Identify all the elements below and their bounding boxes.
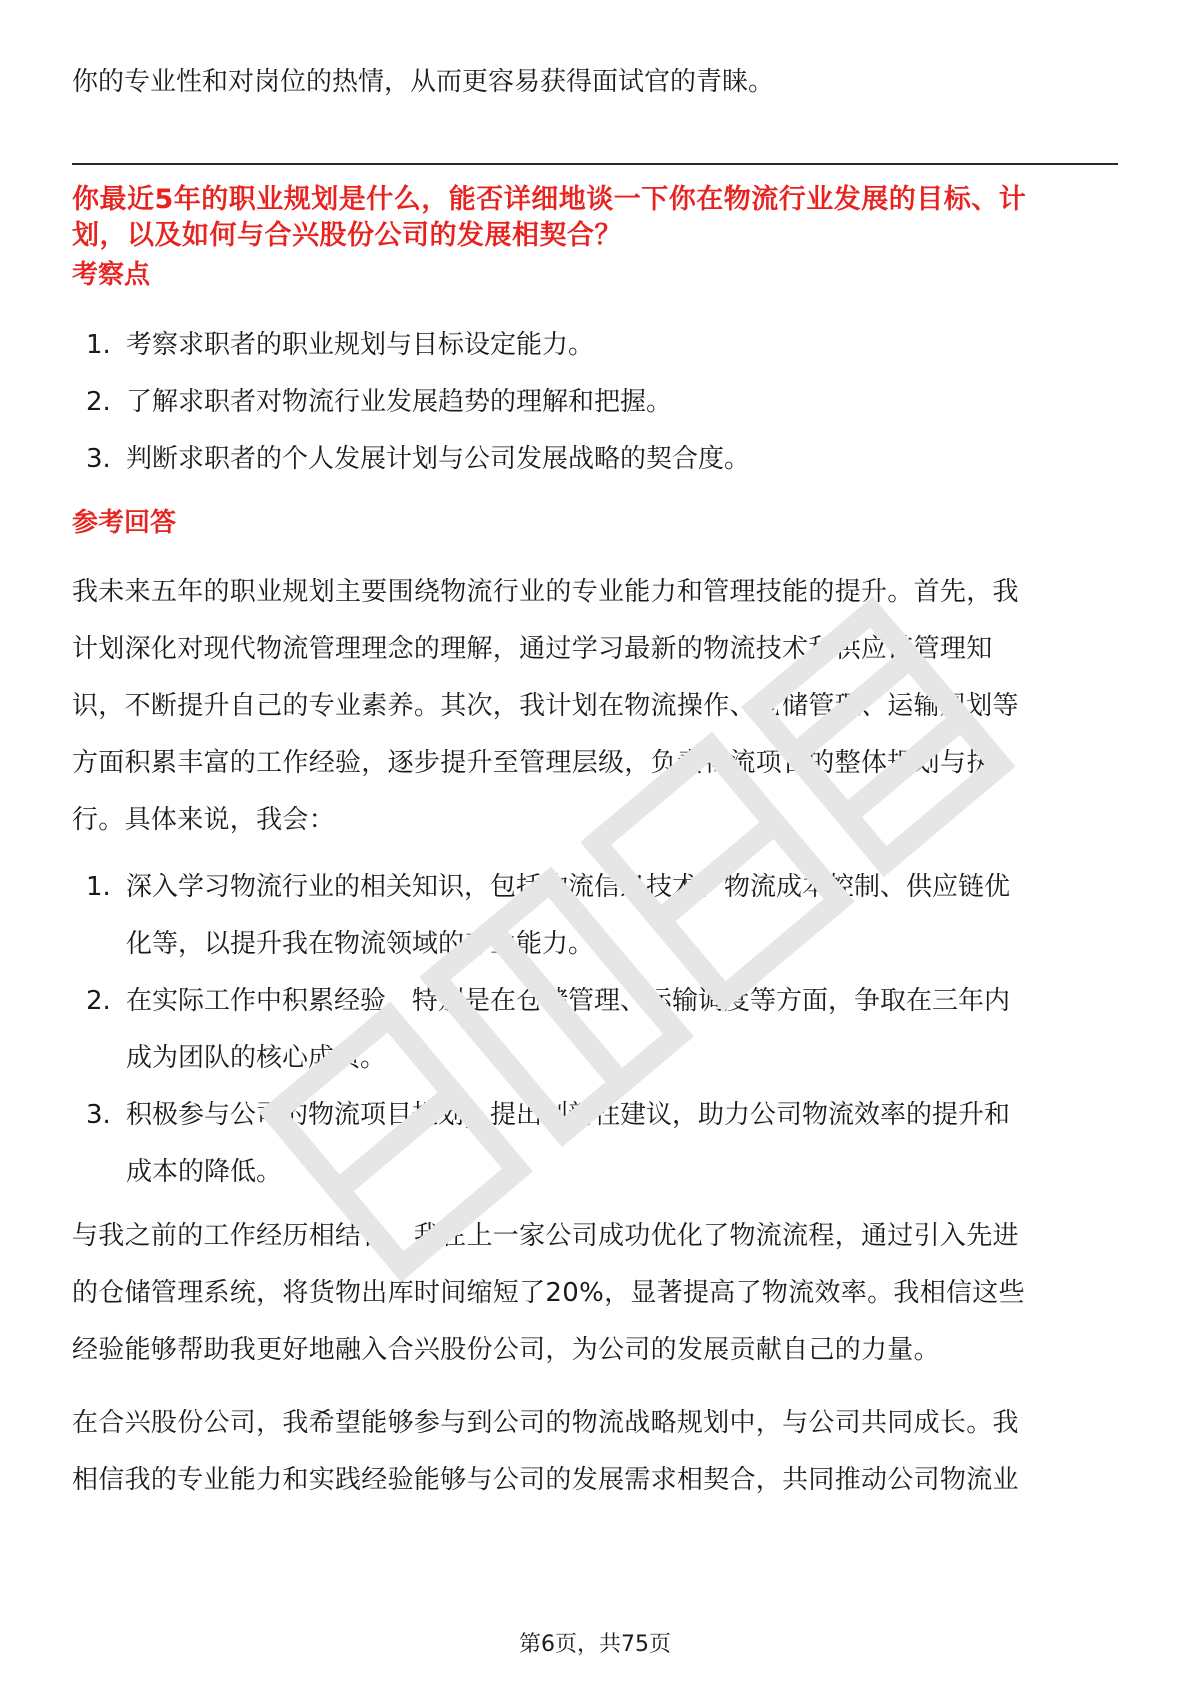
list-text: 化等，以提升我在物流领域的专业能力。 [126,929,595,959]
list-text: 考察求职者的职业规划与目标设定能力。 [126,330,595,360]
paragraph-line: 经验能够帮助我更好地融入合兴股份公司，为公司的发展贡献自己的力量。 [72,1335,940,1365]
paragraph-line: 计划深化对现代物流管理理念的理解，通过学习最新的物流技术和供应链管理知 [72,634,993,664]
paragraph-line: 识，不断提升自己的专业素养。其次，我计划在物流操作、仓储管理、运输规划等 [72,691,1019,721]
list-text: 深入学习物流行业的相关知识，包括物流信息技术、物流成本控制、供应链优 [126,872,1011,902]
answer-list [72,859,1118,1201]
list-number: 2. [86,986,111,1016]
examine-title: 考察点 [72,260,151,290]
list-text: 在实际工作中积累经验，特别是在仓储管理、运输调度等方面，争取在三年内 [126,986,1011,1016]
list-text: 判断求职者的个人发展计划与公司发展战略的契合度。 [126,444,751,474]
paragraph-line: 方面积累丰富的工作经验，逐步提升至管理层级，负责物流项目的整体规划与执 [72,748,993,778]
list-number: 3. [86,444,111,474]
section-divider [72,163,1118,165]
list-number: 3. [86,1100,111,1130]
list-item [72,374,1118,431]
list-text: 了解求职者对物流行业发展趋势的理解和把握。 [126,387,673,417]
question-line: 划，以及如何与合兴股份公司的发展相契合？ [72,220,622,251]
paragraph-line: 我未来五年的职业规划主要围绕物流行业的专业能力和管理技能的提升。首先，我 [72,577,1019,607]
lead-paragraph: 你的专业性和对岗位的热情，从而更容易获得面试官的青睐。 [72,67,775,97]
answer-paragraph [72,564,1118,849]
paragraph-line: 相信我的专业能力和实践经验能够与公司的发展需求相契合，共同推动公司物流业 [72,1465,1019,1495]
question-line: 你最近5年的职业规划是什么，能否详细地谈一下你在物流行业发展的目标、计 [72,184,1027,215]
page-number: 第6页，共75页 [519,1632,671,1657]
examine-list [72,317,1118,488]
list-item [72,859,1118,973]
list-item [72,317,1118,374]
paragraph-line: 在合兴股份公司，我希望能够参与到公司的物流战略规划中，与公司共同成长。我 [72,1408,1019,1438]
paragraph-line: 的仓储管理系统，将货物出库时间缩短了20%，显著提高了物流效率。我相信这些 [72,1278,1025,1308]
paragraph-line: 行。具体来说，我会： [72,805,336,835]
answer-paragraph [72,1208,1118,1379]
list-text: 成为团队的核心成员。 [126,1043,387,1073]
list-item [72,431,1118,488]
list-text: 积极参与公司的物流项目规划，提出创新性建议，助力公司物流效率的提升和 [126,1100,1011,1130]
answer-title: 参考回答 [72,508,177,538]
list-item [72,973,1118,1087]
list-item [72,1087,1118,1201]
interview-question [72,182,1118,254]
list-number: 2. [86,387,111,417]
list-number: 1. [86,330,111,360]
list-text: 成本的降低。 [126,1157,283,1187]
list-number: 1. [86,872,111,902]
paragraph-line: 与我之前的工作经历相结合，我在上一家公司成功优化了物流流程，通过引入先进 [72,1221,1019,1251]
answer-paragraph [72,1395,1118,1509]
